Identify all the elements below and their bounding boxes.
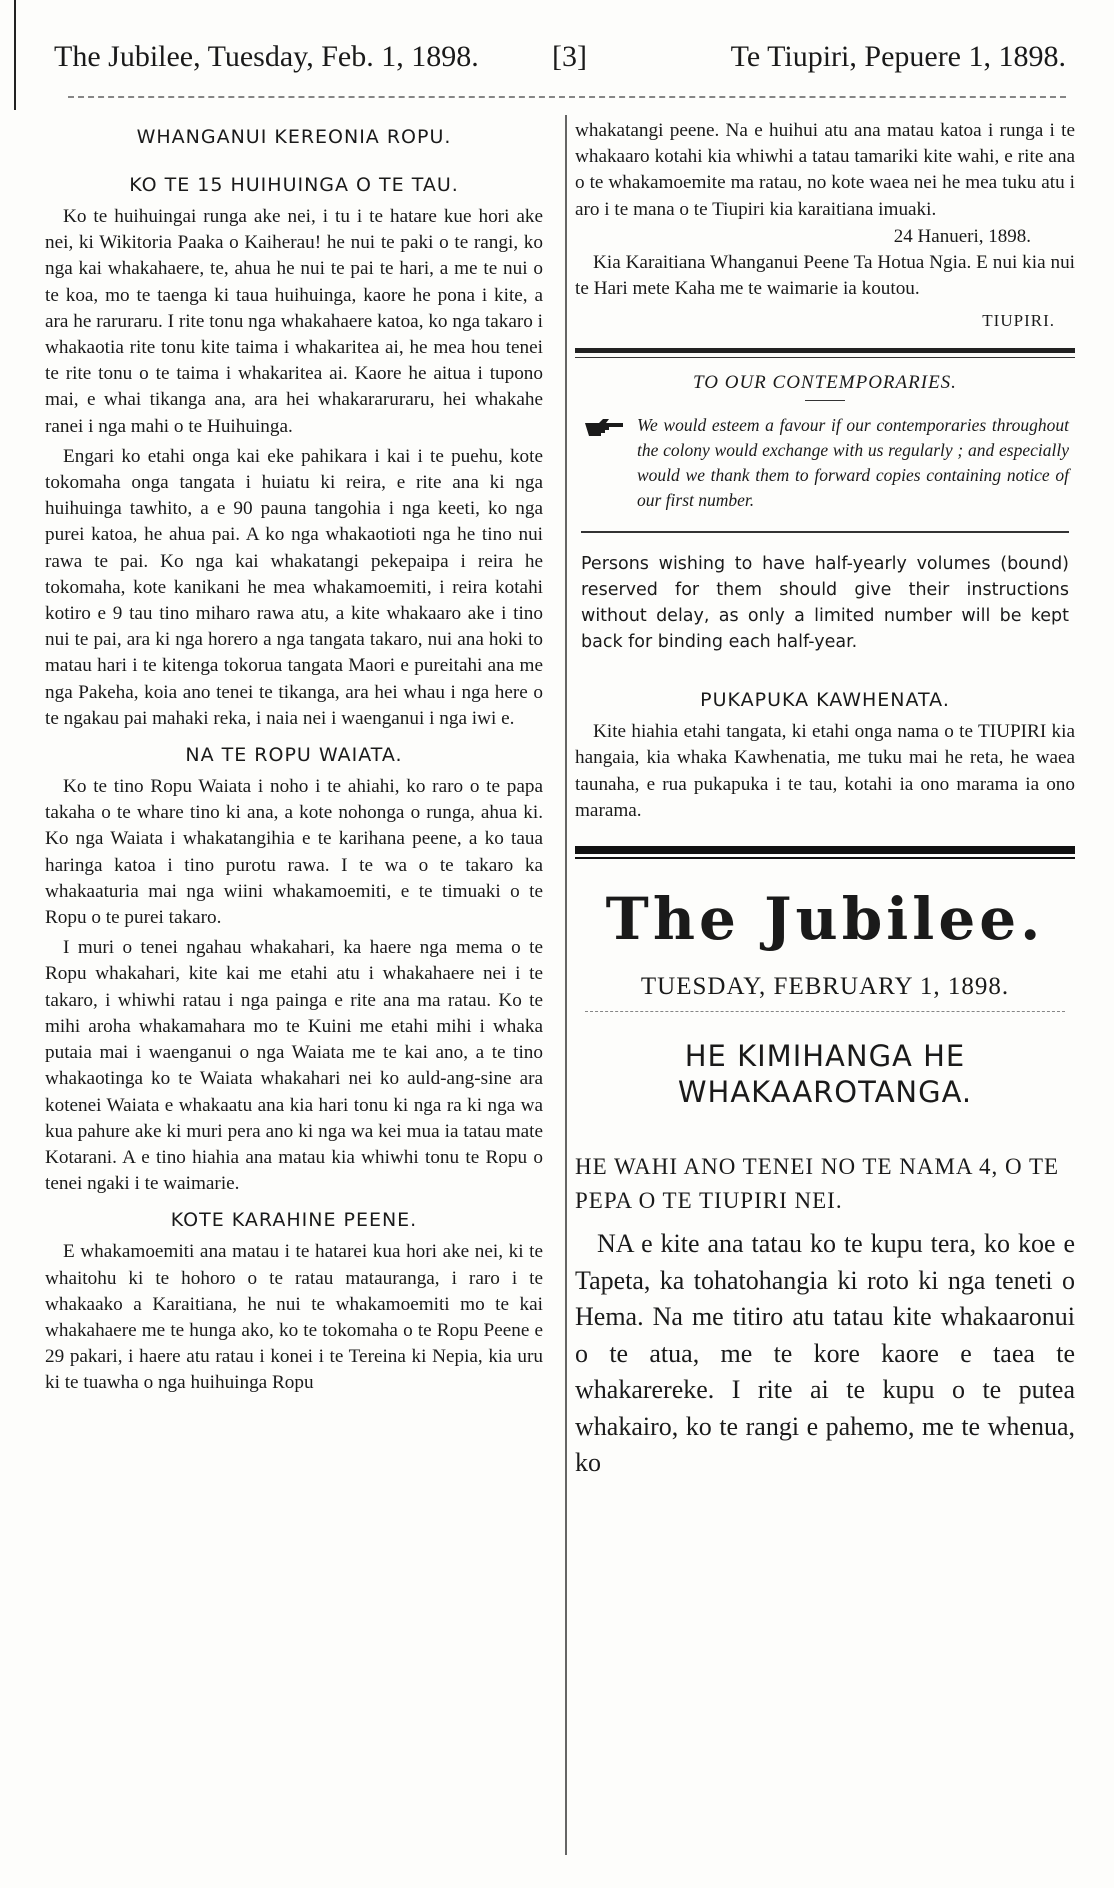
left-column bbox=[45, 118, 543, 1397]
section-rule bbox=[575, 357, 1075, 358]
masthead-rule bbox=[575, 857, 1075, 859]
header-rule bbox=[68, 96, 1066, 98]
signature: TIUPIRI. bbox=[982, 311, 1055, 331]
contemporaries-title: TO OUR CONTEMPORARIES. bbox=[693, 372, 957, 394]
continuation-paragraph: whakatangi peene. Na e huihui atu ana matau katoa i runga i te whakaaro kotahi kia whiwhi a tatau tamariki kite wahi, e rite ana o te whakamoemite ma ratau, no kote waea nei he mea tuku atu i aro i te mana o te Tiupiri kia karaitiana imuaki. bbox=[575, 120, 1075, 220]
page-edge bbox=[14, 0, 16, 110]
paragraph: E whakamoemiti ana matau i te hatarei kua hori ake nei, ki te whaitohu ki te hohoro o te ratau matauranga, i raro i te whakaako a Karaitiana, he nui te whakamoemiti mo te kai whakahaere me te hunga ako, ko te tokomaha o te Ropu Peene e 29 pakari, i haere atu ratau i konei i te Tereina ki Nepia, kia uru ki te tuawha o nga huihuinga Ropu bbox=[45, 1241, 543, 1394]
article-subtitle: HE WAHI ANO TENEI NO TE NAMA 4, O TE PEPA O TE TIUPIRI NEI. bbox=[575, 1154, 1060, 1214]
section-title: NA TE ROPU WAIATA. bbox=[185, 744, 403, 767]
section-rule bbox=[575, 348, 1075, 353]
subscriptions-title: PUKAPUKA KAWHENATA. bbox=[700, 689, 950, 712]
masthead-rule bbox=[575, 846, 1075, 854]
letter-date: 24 Hanueri, 1898. bbox=[893, 225, 1031, 247]
binding-notice: Persons wishing to have half-yearly volumes (bound) reserved for them should give their instructions without delay, as only a limited number will be kept back for binding each half-year. bbox=[581, 554, 1069, 653]
section-rule bbox=[581, 531, 1069, 533]
column-divider bbox=[565, 115, 567, 1855]
header-right: Te Tiupiri, Pepuere 1, 1898. bbox=[730, 40, 1066, 73]
article-title: HE KIMIHANGA HE WHAKAAROTANGA. bbox=[677, 1039, 973, 1110]
section-title: KOTE KARAHINE PEENE. bbox=[170, 1209, 418, 1232]
paragraph: Engari ko etahi onga kai eke pahikara i kai i te puehu, kote tokomaha onga tangata i huiatu ki reira, e rite ana ki nga huihuinga tawhito, a e 90 pauna tangohia i nga keeti, ko nga purei katoa, he ahua pai. A ko nga whakaotioti nga he tino nui rawa te pai. Ko nga kai whakatangi pekepaipa i reira he tokomaha, kote kanikani he mea whakamoemiti, i reira kotahi kotiro e 9 tau tino miharo rawa atu, a kite whakaaro ake i tino nui te pai, ara ki nga horero a nga tangata takaro, nui ana hoki to matau hari i te kitenga tokorua tangata Maori e pureitahi ana me nga Pakeha, koia ano tenei te tikanga, ara hei whau i nga here o te ngakau pai mahaki reka, i naia nei i waenganui i nga iwi e. bbox=[45, 445, 543, 729]
right-column bbox=[575, 118, 1075, 1482]
header-left: The Jubilee, Tuesday, Feb. 1, 1898. bbox=[54, 40, 479, 73]
paragraph: Ko te tino Ropu Waiata i noho i te ahiahi, ko raro o te papa takaha o te whare tino ki ana, a kote nohonga o runga, ahua ki. Ko nga Waiata i whakatangihia e te karihana peene, a ko taua haringa katoa i tino purotu rawa. I te wa o te takaro ka whakaaturia mai nga wiini whakamoemiti, e te timuaki o te Ropu o te purei takaro. bbox=[45, 776, 543, 929]
page-header bbox=[54, 40, 1066, 84]
section-title: WHANGANUI KEREONIA ROPU. bbox=[136, 126, 452, 148]
paragraph: I muri o tenei ngahau whakahari, ka haere nga mema o te Ropu whakahari, kite kai me etahi atu i whakahaere nei i te takaro, i whiwhi ratau i nga painga e rite ana ma ratau. Ko te mihi aroha whakamahara mo te Kuini me etahi mihi i whaka putaia mai i waenganui o nga Waiata me te kai ano, a te tino whakaotinga ko te Waiata whakahari nei ko auld-ang-sine ara kotenei Waiata e whakaatu ana kia hari tonu ki nga ra ki nga wa kua pahure ake ki muri pera ano ki nga wa kei mua ia tatau mate Kotarani. A e tino hiahia ana matau kia whiwhi tonu te Ropu o tenei ngaki i te waimarie. bbox=[45, 937, 543, 1195]
paragraph: Ko te huihuingai runga ake nei, i tu i te hatare kue hori ake nei, ki Wikitoria Paaka o Kaiherau! he nui te paki o te rangi, ko nga kai whakahaere, te, ahua he nui te pai te hari, a me te nui o te koa, mo te taenga ki taua huihuinga, kaore he pona i kite, a ara he raruraru. I rite tonu nga whakahaere katoa, ko nga takaro i whakaotia rite tonu kite taima i whakaritea ai, he mea hou tenei te rite tonu o te taima i whakaritea ai. Kaore he aitua i tupono mai, e whai tikanga ana, ara hei whakararuraru, hei whakahe ranei i nga mahi o te Huihuinga. bbox=[45, 206, 543, 437]
dateline-rule bbox=[585, 1011, 1065, 1012]
contemporaries-text: We would esteem a favour if our contemporaries throughout the colony would exchange with us regularly ; and especially would we thank them to forward copies containing notice of our first number. bbox=[637, 415, 1069, 511]
article-body: NA e kite ana tatau ko te kupu tera, ko koe e Tapeta, ka tohatohangia ki roto ki nga teneti o Hema. Na me titiro atu tatau kite whakaaronui o te atua, me te kore kaore e taea te whakarereke. I rite ai te kupu o te putea whakairo, ko te rangi e pahemo, me te whenua, ko bbox=[575, 1229, 1075, 1478]
subscriptions-text: Kite hiahia etahi tangata, ki etahi onga nama o te TIUPIRI kia hangaia, kia whaka Kawhenatia, me tuku mai he reta, he waea taunaha, e rua pukapuka i te tau, kotahi ia ono marama ia ono marama. bbox=[575, 721, 1075, 821]
dateline: TUESDAY, FEBRUARY 1, 1898. bbox=[640, 973, 1010, 1001]
page-number: [3] bbox=[552, 40, 587, 73]
contemporaries-notice bbox=[575, 413, 1075, 513]
pointing-hand-icon bbox=[583, 417, 627, 437]
letter-close: Kia Karaitiana Whanganui Peene Ta Hotua Ngia. E nui kia nui te Hari mete Kaha me te waimarie ia koutou. bbox=[575, 251, 1075, 300]
short-rule bbox=[805, 400, 845, 401]
masthead: The Jubilee. bbox=[605, 885, 1045, 954]
section-subtitle: KO TE 15 HUIHUINGA O TE TAU. bbox=[129, 174, 459, 196]
